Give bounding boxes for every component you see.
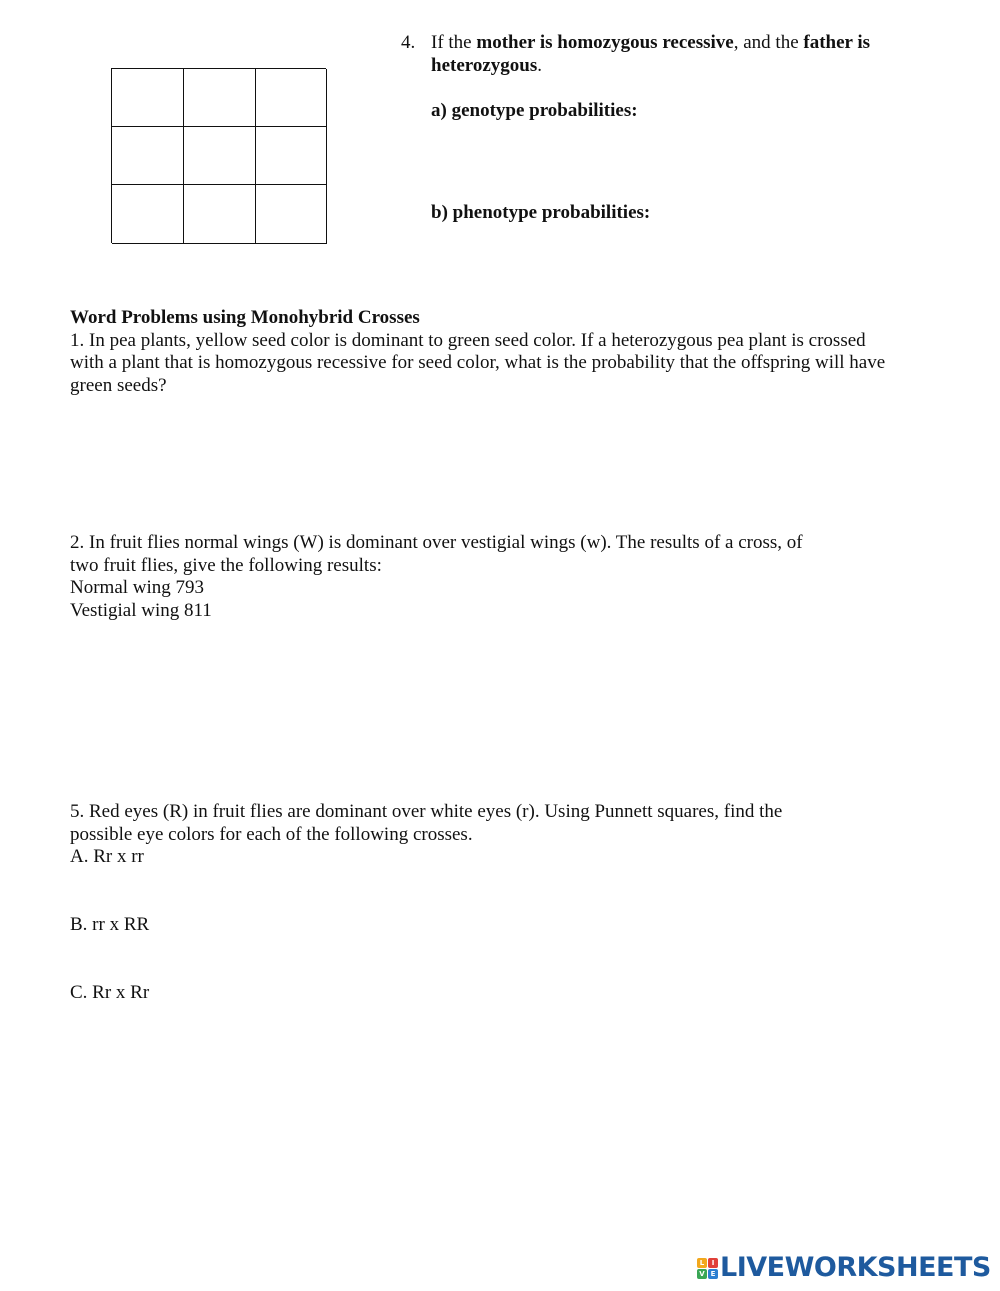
logo-tile: V xyxy=(697,1269,707,1279)
phenotype-probabilities-label: b) phenotype probabilities: xyxy=(431,202,651,223)
cross-a: A. Rr x rr xyxy=(70,846,144,868)
punnett-cell[interactable] xyxy=(112,69,184,127)
vestigial-wing-count: Vestigial wing 811 xyxy=(70,599,212,621)
question-4-text: If the mother is homozygous recessive, and the father is heterozygous. xyxy=(431,32,871,76)
word-problems-section xyxy=(70,307,930,397)
problem-1-line: with a plant that is homozygous recessive for seed color, what is the probability that the offspring will have xyxy=(70,352,886,374)
cross-b: B. rr x RR xyxy=(70,914,150,935)
problem-5-line: possible eye colors for each of the following crosses. xyxy=(70,823,473,845)
problem-2-line: 2. In fruit flies normal wings (W) is dominant over vestigial wings (w). The results of a cross, of xyxy=(70,532,803,553)
punnett-cell[interactable] xyxy=(184,185,256,244)
punnett-cell[interactable] xyxy=(112,127,184,185)
punnett-square xyxy=(111,68,326,243)
punnett-cell[interactable] xyxy=(184,69,256,127)
brand-name: LIVEWORKSHEETS xyxy=(720,1252,991,1283)
punnett-cell[interactable] xyxy=(256,185,327,244)
punnett-cell[interactable] xyxy=(256,69,327,127)
logo-tile: I xyxy=(708,1258,718,1268)
punnett-cell[interactable] xyxy=(112,185,184,244)
logo-tile: L xyxy=(697,1258,707,1268)
problem-2 xyxy=(70,532,930,622)
question-number: 4. xyxy=(401,32,416,53)
genotype-probabilities-label: a) genotype probabilities: xyxy=(431,100,638,121)
logo-tiles xyxy=(697,1258,718,1279)
logo-tile: E xyxy=(708,1269,718,1279)
problem-5 xyxy=(70,801,930,869)
problem-1-line: green seeds? xyxy=(70,374,167,396)
liveworksheets-logo xyxy=(697,1253,991,1283)
punnett-cell[interactable] xyxy=(184,127,256,185)
question-4 xyxy=(401,32,921,223)
problem-2-line: two fruit flies, give the following results: xyxy=(70,554,382,576)
normal-wing-count: Normal wing 793 xyxy=(70,577,205,599)
section-heading: Word Problems using Monohybrid Crosses xyxy=(70,307,420,328)
problem-1-line: 1. In pea plants, yellow seed color is dominant to green seed color. If a heterozygous pea plant is crossed xyxy=(70,329,866,351)
cross-c: C. Rr x Rr xyxy=(70,982,150,1003)
punnett-cell[interactable] xyxy=(256,127,327,185)
problem-5-line: 5. Red eyes (R) in fruit flies are dominant over white eyes (r). Using Punnett squares, find the xyxy=(70,801,783,822)
